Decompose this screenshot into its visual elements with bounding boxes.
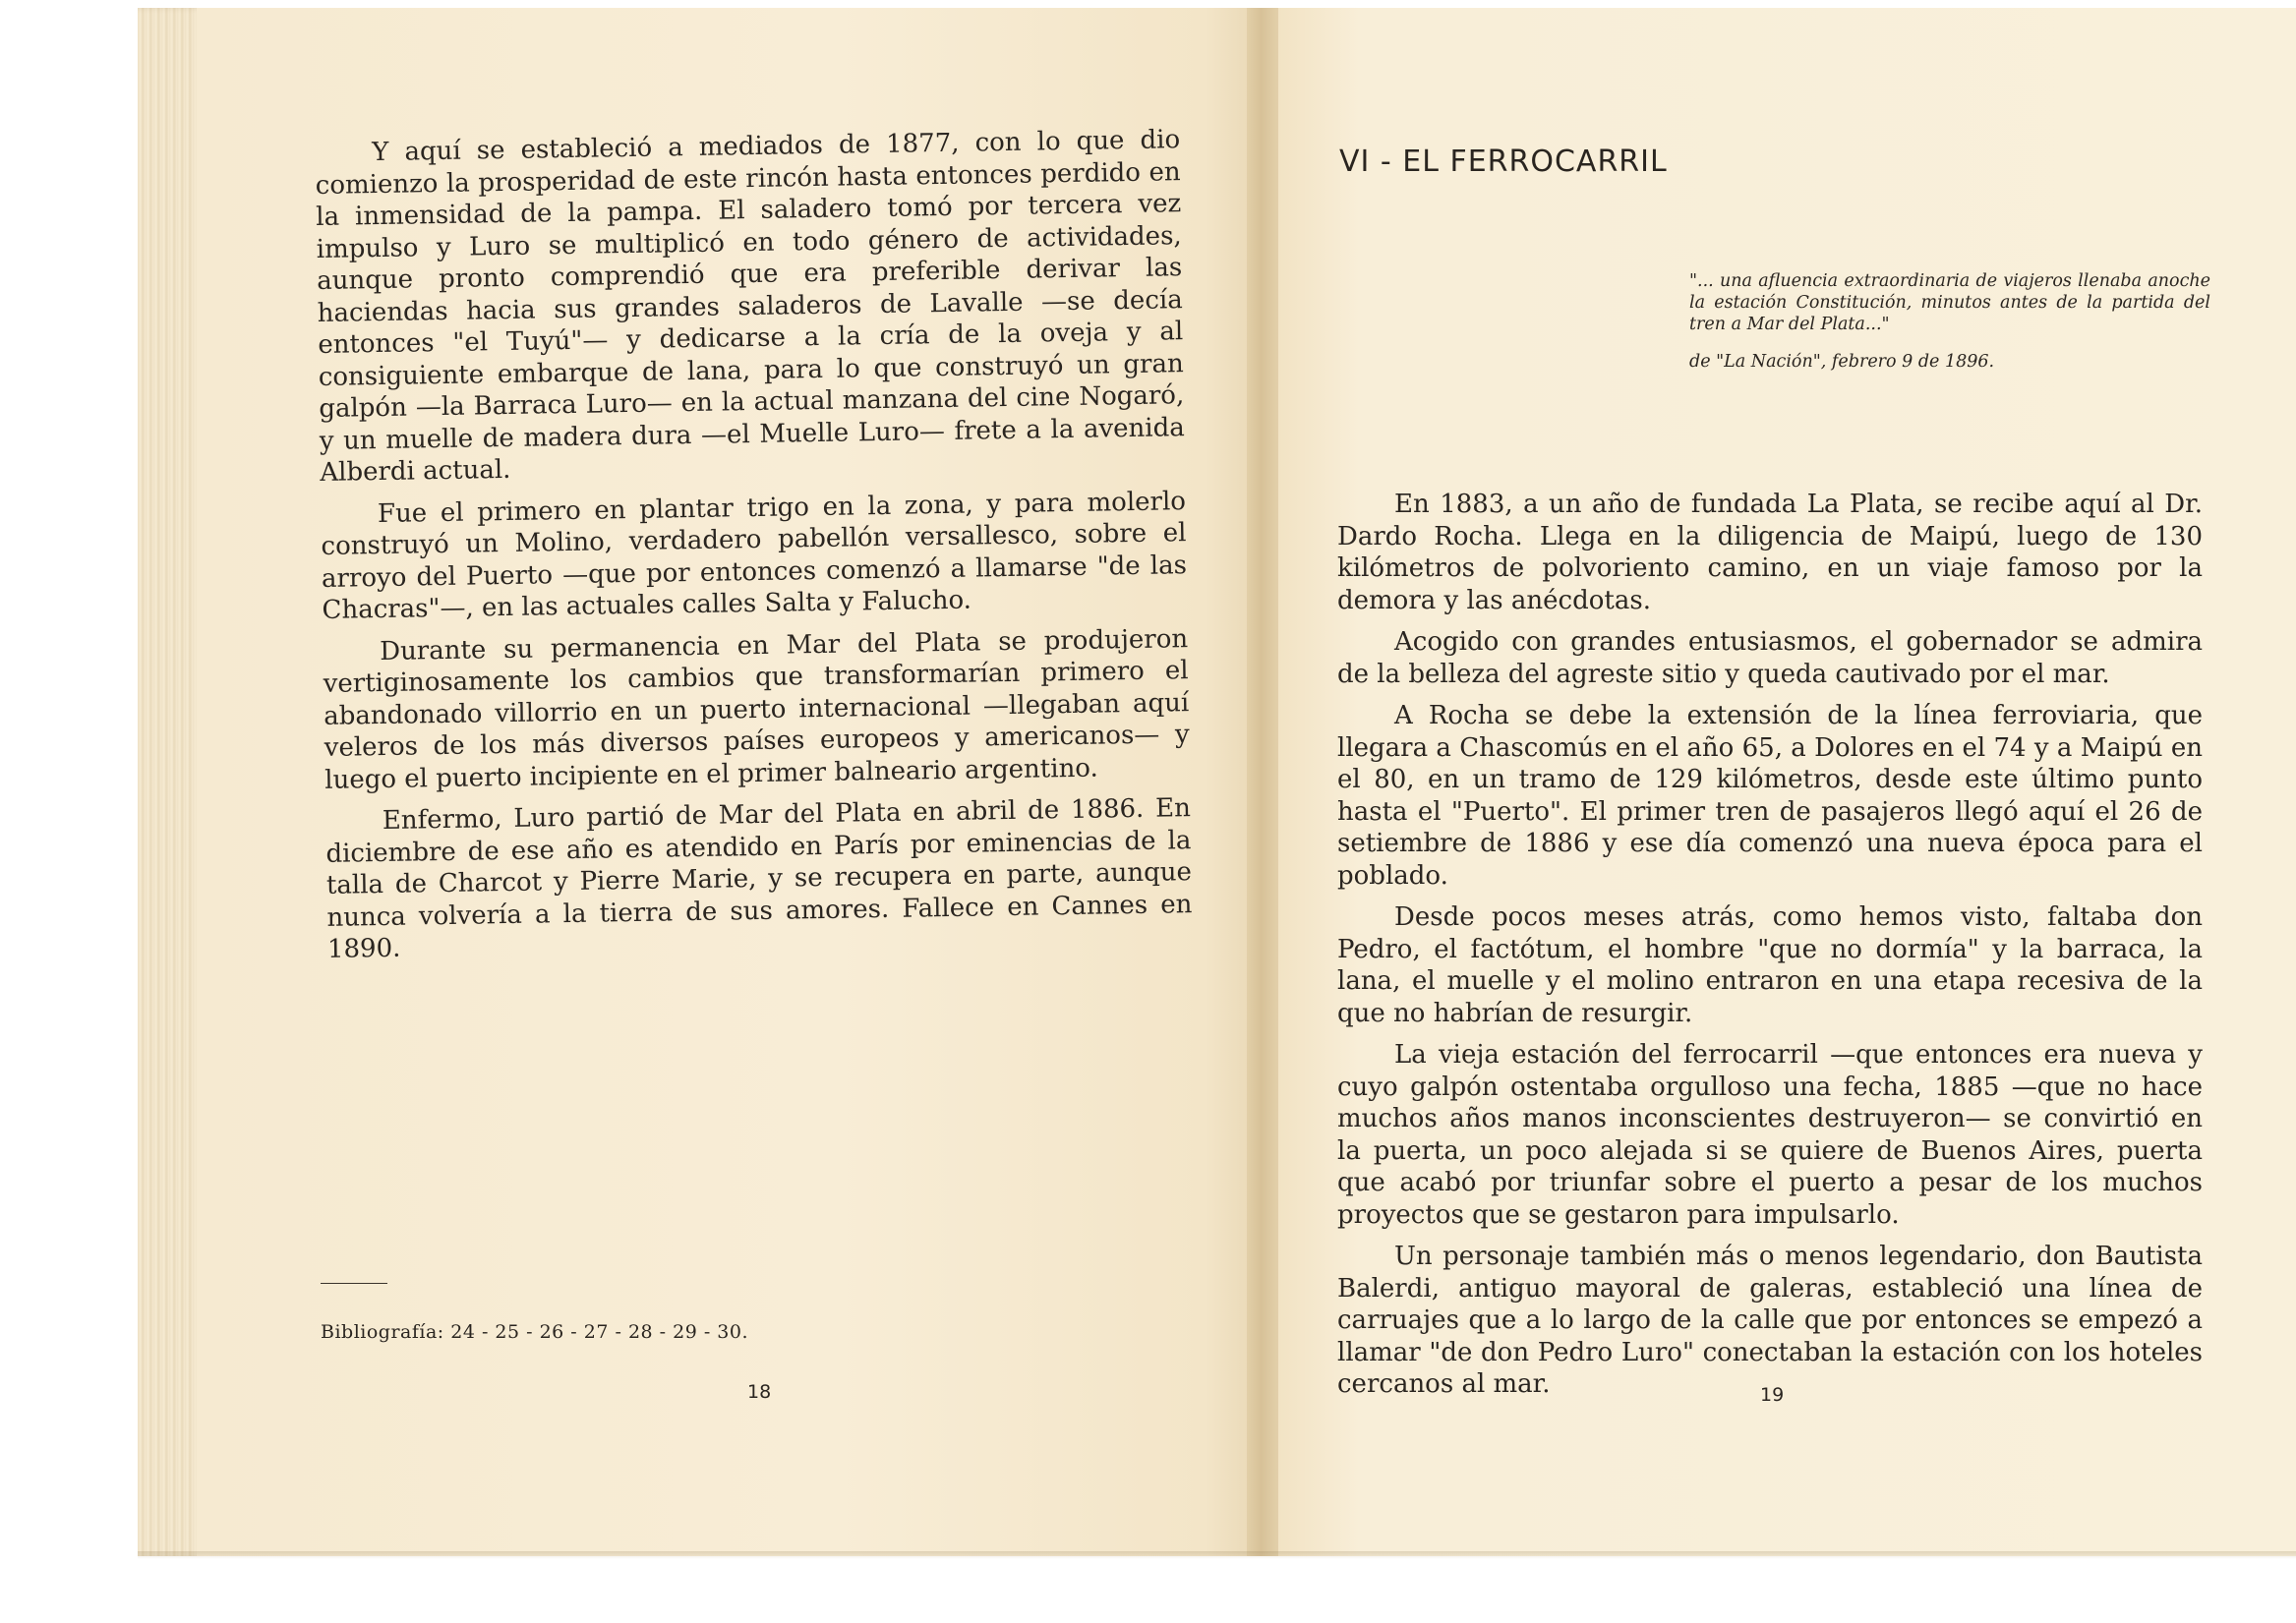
left-paragraph: Enfermo, Luro partió de Mar del Plata en abril de 1886. En diciembre de ese año es atendido en París por eminencias de la talla de Charcot y Pierre Marie, y se recupera en parte, aunque nunca volvería a la tierra de sus amores. Fallece en Cannes en 1890. bbox=[325, 793, 1193, 964]
epigraph-source: de "La Nación", febrero 9 de 1896. bbox=[1689, 352, 1995, 372]
chapter-title: VI - EL FERROCARRIL bbox=[1339, 145, 1668, 179]
book-gutter bbox=[1247, 8, 1282, 1556]
bibliography-note: Bibliografía: 24 - 25 - 26 - 27 - 28 - 29 - 30. bbox=[321, 1321, 749, 1343]
right-page-body bbox=[1337, 489, 2203, 1411]
footnote-rule bbox=[321, 1283, 387, 1284]
left-paragraph: Fue el primero en plantar trigo en la zona, y para molerlo construyó un Molino, verdadero pabellón versallesco, sobre el arroyo del Puerto —que por entonces comenzó a llamarse "de las Chacras"—, en las actuales calles Salta y Falucho. bbox=[321, 486, 1188, 625]
right-paragraph: Desde pocos meses atrás, como hemos visto, faltaba don Pedro, el factótum, el hombre "que no dormía" y la barraca, la lana, el muelle y el molino entraron en una etapa recesiva de la que no habrían de resurgir. bbox=[1337, 902, 2203, 1028]
epigraph-quote: "... una afluencia extraordinaria de viajeros llenaba anoche la estación Constitución, minutos antes de la partida del tren a Mar del Plata..." bbox=[1689, 271, 2210, 334]
right-paragraph: Un personaje también más o menos legendario, don Bautista Balerdi, antiguo mayoral de galeras, estableció una línea de carruajes que a lo largo de la calle que por entonces se empezó a llamar "de don Pedro Luro" conectaban la estación con los hoteles cercanos al mar. bbox=[1337, 1242, 2203, 1399]
left-paragraph: Durante su permanencia en Mar del Plata se produjeron vertiginosamente los cambios que transformarían primero el abandonado villorrio en un puerto internacional —llegaban aquí veleros de los más diversos países europeos y americanos— y luego el puerto incipiente en el primer balneario argentino. bbox=[323, 623, 1190, 795]
right-paragraph: Acogido con grandes entusiasmos, el gobernador se admira de la belleza del agreste sitio y queda cautivado por el mar. bbox=[1337, 627, 2203, 689]
left-page-body bbox=[315, 124, 1193, 975]
right-paragraph: En 1883, a un año de fundada La Plata, se recibe aquí al Dr. Dardo Rocha. Llega en la diligencia de Maipú, luego de 130 kilómetros de polvoriento camino, en un viaje famoso por la demora y las anécdotas. bbox=[1337, 490, 2203, 615]
right-paragraph: La vieja estación del ferrocarril —que entonces era nueva y cuyo galpón ostentaba orgulloso una fecha, 1885 —que no hace muchos años manos inconscientes destruyeron— se convirtió en la puerta, un poco alejada si se quiere de Buenos Aires, puerta que acabó por triunfar sobre el puerto a pesar de los muchos proyectos que se gestaron para impulsarlo. bbox=[1337, 1040, 2203, 1230]
page-number-right: 19 bbox=[1760, 1384, 1785, 1406]
book-shadow bbox=[138, 1551, 2296, 1559]
right-paragraph: A Rocha se debe la extensión de la línea ferroviaria, que llegara a Chascomús en el año 65, a Dolores en el 74 y a Maipú en el 80, en un tramo de 129 kilómetros, desde este último punto hasta el "Puerto". El primer tren de pasajeros llegó aquí el 26 de setiembre de 1886 y ese día comenzó una nueva época para el poblado. bbox=[1337, 701, 2203, 891]
epigraph bbox=[1689, 270, 2210, 373]
page-number-left: 18 bbox=[747, 1381, 772, 1403]
left-paragraph: Y aquí se estableció a mediados de 1877, con lo que dio comienzo la prosperidad de este rincón hasta entonces perdido en la inmensidad de la pampa. El saladero tomó por tercera vez impulso y Luro se multiplicó en todo género de actividades, aunque pronto comprendió que era preferible derivar las haciendas hacia sus grandes saladeros de Lavalle —se decía entonces "el Tuyú"— y dedicarse a la cría de la oveja y al consiguiente embarque de lana, para lo que construyó un gran galpón —la Barraca Luro— en la actual manzana del cine Nogaró, y un muelle de madera dura —el Muelle Luro— frete a la avenida Alberdi actual. bbox=[315, 125, 1185, 488]
